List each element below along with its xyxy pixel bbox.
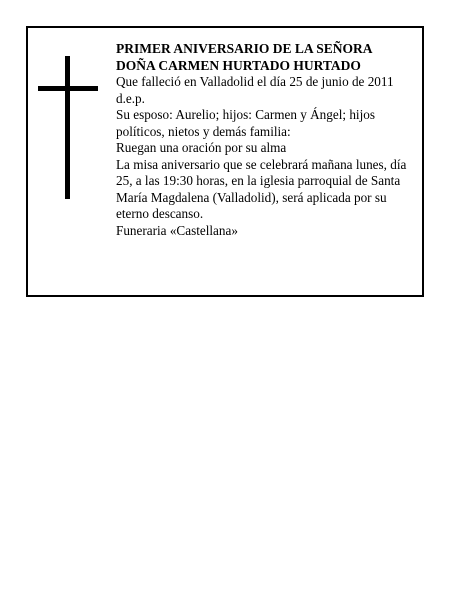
notice-text	[116, 41, 416, 239]
funeral-home: Funeraria «Castellana»	[116, 222, 238, 238]
cross-icon	[38, 56, 98, 199]
death-info: Que falleció en Valladolid el día 25 de junio de 2011 d.e.p.	[116, 74, 394, 106]
notice-heading-line-1: PRIMER ANIVERSARIO DE LA SEÑORA	[116, 41, 373, 56]
family-list: Su esposo: Aurelio; hijos: Carmen y Ángel; hijos políticos, nietos y demás familia:	[116, 107, 375, 139]
notice-heading-line-2: DOÑA CARMEN HURTADO HURTADO	[116, 57, 361, 73]
cross-vertical-bar	[65, 56, 70, 199]
prayer-request: Ruegan una oración por su alma	[116, 140, 287, 155]
mass-info: La misa aniversario que se celebrará mañana lunes, día 25, a las 19:30 horas, en la iglesia parroquial de Santa María Magdalena (Valladolid), será aplicada por su eterno descanso.	[116, 156, 407, 221]
obituary-notice	[26, 26, 424, 297]
cross-horizontal-bar	[38, 86, 98, 91]
